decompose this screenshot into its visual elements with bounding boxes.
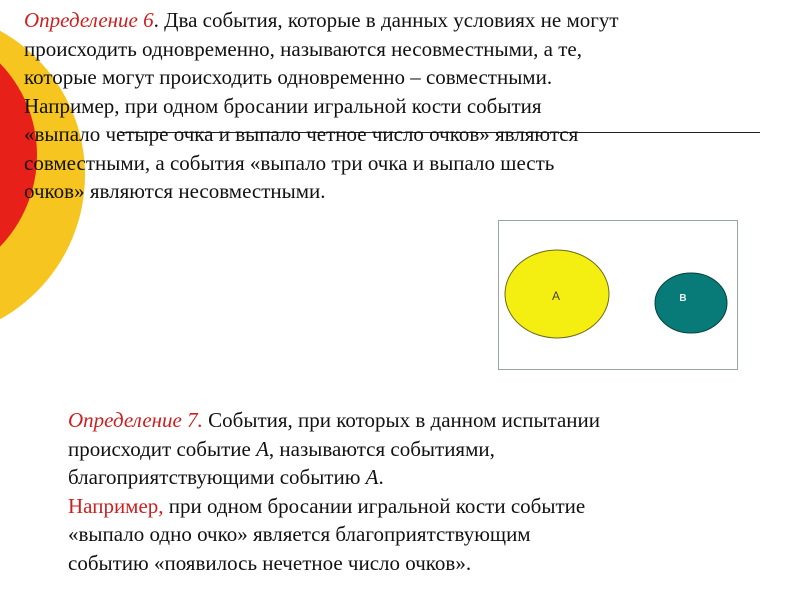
event-a-label: A — [551, 289, 561, 303]
def6-line-2: происходить одновременно, называются несовместными, а те, — [24, 36, 582, 61]
definition-6-label: Определение 6 — [24, 8, 154, 32]
def7-line-1: Определение 7. События, при которых в данном испытании — [68, 408, 601, 432]
def6-line-4: Например, при одном бросании игральной кости события — [24, 93, 542, 118]
def7-line-6: событию «появилось нечетное число очков». — [68, 550, 472, 575]
def6-line-7: очков» являются несовместными. — [24, 179, 326, 203]
example-label: Например, — [68, 493, 164, 518]
venn-diagram — [498, 220, 738, 370]
def7-line-5: «выпало одно очко» является благоприятствующим — [68, 522, 531, 546]
event-b-label: B — [679, 293, 687, 304]
def6-line-5: «выпало четыре очка и выпало четное число очков» являются — [24, 122, 579, 146]
event-b-circle — [655, 273, 727, 333]
def7-line-4: Например, при одном бросании игральной кости событие — [68, 493, 586, 518]
def6-line-3: которые могут происходить одновременно – совместными. — [24, 65, 553, 89]
event-a-variable: А — [365, 465, 379, 489]
def7-line-2: происходит событие А, называются событиями, — [68, 436, 495, 461]
definition-7-label: Определение 7. — [68, 408, 203, 432]
definition-6-block — [24, 6, 794, 206]
def6-line-1: Определение 6. Два события, которые в данных условиях не могут — [24, 8, 619, 32]
def7-line-3: благоприятствующими событию А. — [68, 465, 384, 489]
event-a-variable: А — [256, 436, 269, 461]
definition-7-block — [68, 406, 768, 577]
def6-line-6: совместными, а события «выпало три очка и выпало шесть — [24, 150, 555, 175]
